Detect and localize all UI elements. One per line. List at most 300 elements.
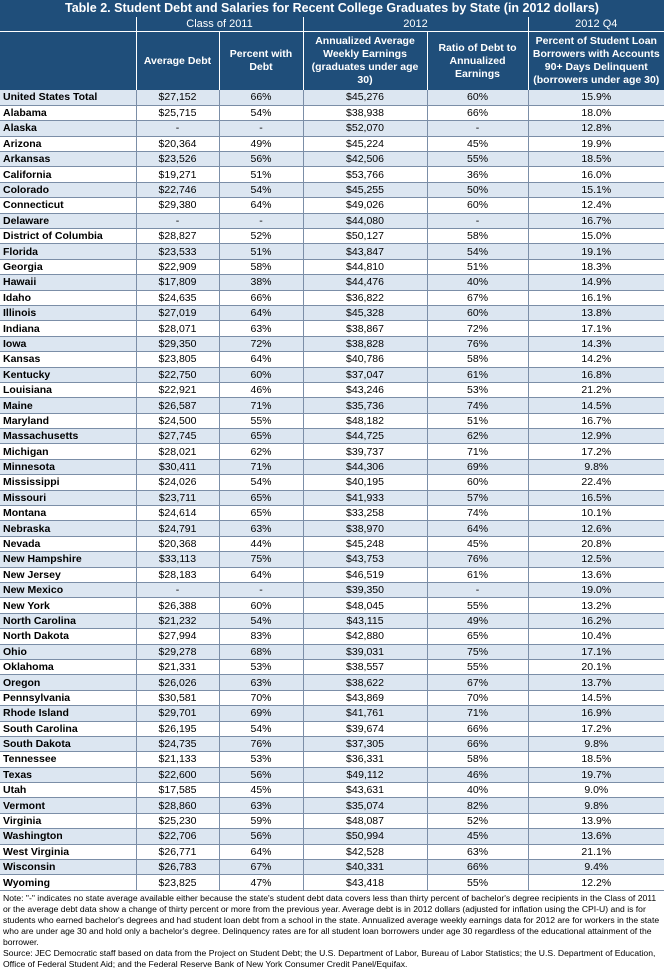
- state-cell: California: [0, 167, 136, 182]
- ratio-cell: 70%: [427, 690, 528, 705]
- table-row: [0, 167, 664, 182]
- percent-with-debt-cell: 63%: [219, 675, 303, 690]
- table-row: [0, 706, 664, 721]
- state-cell: Missouri: [0, 490, 136, 505]
- delinquent-cell: 10.1%: [528, 506, 664, 521]
- state-cell: Louisiana: [0, 382, 136, 397]
- earnings-cell: $40,786: [303, 352, 427, 367]
- ratio-cell: 66%: [427, 860, 528, 875]
- average-debt-cell: $26,026: [136, 675, 219, 690]
- delinquent-cell: 15.0%: [528, 229, 664, 244]
- earnings-cell: $33,258: [303, 506, 427, 521]
- table-row: [0, 567, 664, 582]
- table-row: [0, 367, 664, 382]
- earnings-cell: $43,869: [303, 690, 427, 705]
- table-row: [0, 290, 664, 305]
- earnings-cell: $40,195: [303, 475, 427, 490]
- state-cell: Idaho: [0, 290, 136, 305]
- percent-with-debt-cell: 60%: [219, 598, 303, 613]
- percent-with-debt-cell: 66%: [219, 290, 303, 305]
- delinquent-cell: 16.8%: [528, 367, 664, 382]
- table-row: [0, 521, 664, 536]
- average-debt-cell: $23,711: [136, 490, 219, 505]
- delinquent-cell: 12.9%: [528, 429, 664, 444]
- earnings-cell: $45,248: [303, 536, 427, 551]
- percent-with-debt-cell: 62%: [219, 444, 303, 459]
- ratio-cell: 60%: [427, 90, 528, 105]
- average-debt-cell: $21,133: [136, 752, 219, 767]
- state-cell: United States Total: [0, 90, 136, 105]
- table-row: [0, 506, 664, 521]
- ratio-cell: 60%: [427, 305, 528, 320]
- state-cell: Montana: [0, 506, 136, 521]
- ratio-cell: 72%: [427, 321, 528, 336]
- percent-with-debt-cell: 65%: [219, 490, 303, 505]
- delinquent-cell: 21.2%: [528, 382, 664, 397]
- percent-with-debt-cell: 71%: [219, 398, 303, 413]
- column-header-row: [0, 32, 664, 91]
- column-header-delinquent: Percent of Student Loan Borrowers with Accounts 90+ Days Delinquent (borrowers under age 30): [528, 32, 664, 91]
- percent-with-debt-cell: 56%: [219, 767, 303, 782]
- percent-with-debt-cell: 46%: [219, 382, 303, 397]
- average-debt-cell: $25,230: [136, 813, 219, 828]
- earnings-cell: $52,070: [303, 121, 427, 136]
- table-row: [0, 90, 664, 105]
- ratio-cell: 51%: [427, 259, 528, 274]
- table-row: [0, 244, 664, 259]
- average-debt-cell: $33,113: [136, 552, 219, 567]
- average-debt-cell: -: [136, 213, 219, 228]
- percent-with-debt-cell: 64%: [219, 567, 303, 582]
- table-row: [0, 783, 664, 798]
- delinquent-cell: 13.8%: [528, 305, 664, 320]
- state-cell: Alaska: [0, 121, 136, 136]
- earnings-cell: $48,087: [303, 813, 427, 828]
- state-cell: Nevada: [0, 536, 136, 551]
- percent-with-debt-cell: 64%: [219, 305, 303, 320]
- delinquent-cell: 12.8%: [528, 121, 664, 136]
- delinquent-cell: 18.3%: [528, 259, 664, 274]
- percent-with-debt-cell: 71%: [219, 459, 303, 474]
- percent-with-debt-cell: 53%: [219, 752, 303, 767]
- ratio-cell: 71%: [427, 444, 528, 459]
- average-debt-cell: $24,500: [136, 413, 219, 428]
- state-cell: Utah: [0, 783, 136, 798]
- earnings-cell: $44,476: [303, 275, 427, 290]
- average-debt-cell: $26,195: [136, 721, 219, 736]
- state-cell: Rhode Island: [0, 706, 136, 721]
- ratio-cell: 40%: [427, 783, 528, 798]
- earnings-cell: $45,255: [303, 182, 427, 197]
- percent-with-debt-cell: 64%: [219, 198, 303, 213]
- earnings-cell: $39,674: [303, 721, 427, 736]
- ratio-cell: 49%: [427, 613, 528, 628]
- state-cell: Colorado: [0, 182, 136, 197]
- delinquent-cell: 16.7%: [528, 213, 664, 228]
- table-row: [0, 536, 664, 551]
- delinquent-cell: 19.9%: [528, 136, 664, 151]
- percent-with-debt-cell: 68%: [219, 644, 303, 659]
- earnings-cell: $42,880: [303, 629, 427, 644]
- ratio-cell: 75%: [427, 644, 528, 659]
- average-debt-cell: $28,183: [136, 567, 219, 582]
- earnings-cell: $53,766: [303, 167, 427, 182]
- table-row: [0, 259, 664, 274]
- table-row: [0, 598, 664, 613]
- delinquent-cell: 13.2%: [528, 598, 664, 613]
- state-cell: Minnesota: [0, 459, 136, 474]
- average-debt-cell: $27,745: [136, 429, 219, 444]
- ratio-cell: 55%: [427, 152, 528, 167]
- earnings-cell: $35,074: [303, 798, 427, 813]
- table-row: [0, 136, 664, 151]
- table-row: [0, 721, 664, 736]
- earnings-cell: $43,246: [303, 382, 427, 397]
- ratio-cell: 55%: [427, 659, 528, 674]
- average-debt-cell: $25,715: [136, 105, 219, 120]
- state-cell: Arkansas: [0, 152, 136, 167]
- group-header-row: [0, 17, 664, 32]
- delinquent-cell: 14.5%: [528, 398, 664, 413]
- state-cell: New Mexico: [0, 583, 136, 598]
- earnings-cell: $35,736: [303, 398, 427, 413]
- earnings-cell: $39,737: [303, 444, 427, 459]
- ratio-cell: 45%: [427, 536, 528, 551]
- percent-with-debt-cell: 54%: [219, 475, 303, 490]
- state-cell: West Virginia: [0, 844, 136, 859]
- table-row: [0, 305, 664, 320]
- percent-with-debt-cell: 44%: [219, 536, 303, 551]
- ratio-cell: 57%: [427, 490, 528, 505]
- percent-with-debt-cell: 69%: [219, 706, 303, 721]
- state-cell: Delaware: [0, 213, 136, 228]
- delinquent-cell: 18.5%: [528, 752, 664, 767]
- average-debt-cell: $29,278: [136, 644, 219, 659]
- percent-with-debt-cell: 76%: [219, 736, 303, 751]
- average-debt-cell: $23,533: [136, 244, 219, 259]
- state-cell: Maine: [0, 398, 136, 413]
- state-cell: Tennessee: [0, 752, 136, 767]
- earnings-cell: $38,970: [303, 521, 427, 536]
- delinquent-cell: 12.2%: [528, 875, 664, 890]
- table-row: [0, 659, 664, 674]
- table-row: [0, 613, 664, 628]
- table-body: [0, 90, 664, 890]
- ratio-cell: 66%: [427, 105, 528, 120]
- state-cell: Kansas: [0, 352, 136, 367]
- average-debt-cell: -: [136, 121, 219, 136]
- delinquent-cell: 16.0%: [528, 167, 664, 182]
- ratio-cell: 76%: [427, 336, 528, 351]
- average-debt-cell: $17,585: [136, 783, 219, 798]
- state-cell: Maryland: [0, 413, 136, 428]
- table-row: [0, 459, 664, 474]
- state-cell: Florida: [0, 244, 136, 259]
- earnings-cell: $43,753: [303, 552, 427, 567]
- table-row: [0, 413, 664, 428]
- ratio-cell: 66%: [427, 736, 528, 751]
- state-cell: Arizona: [0, 136, 136, 151]
- ratio-cell: 40%: [427, 275, 528, 290]
- ratio-cell: 69%: [427, 459, 528, 474]
- table-row: [0, 860, 664, 875]
- percent-with-debt-cell: 51%: [219, 244, 303, 259]
- state-cell: Georgia: [0, 259, 136, 274]
- table-row: [0, 583, 664, 598]
- ratio-cell: 51%: [427, 413, 528, 428]
- state-cell: Oregon: [0, 675, 136, 690]
- column-header-ratio: Ratio of Debt to Annualized Earnings: [427, 32, 528, 91]
- ratio-cell: 54%: [427, 244, 528, 259]
- average-debt-cell: $24,614: [136, 506, 219, 521]
- ratio-cell: 58%: [427, 352, 528, 367]
- state-cell: Washington: [0, 829, 136, 844]
- earnings-cell: $36,822: [303, 290, 427, 305]
- percent-with-debt-cell: 55%: [219, 413, 303, 428]
- average-debt-cell: $28,860: [136, 798, 219, 813]
- delinquent-cell: 16.2%: [528, 613, 664, 628]
- average-debt-cell: $26,783: [136, 860, 219, 875]
- average-debt-cell: $29,350: [136, 336, 219, 351]
- average-debt-cell: $28,021: [136, 444, 219, 459]
- group-header-class-2011: Class of 2011: [136, 17, 303, 32]
- delinquent-cell: 13.6%: [528, 829, 664, 844]
- ratio-cell: 45%: [427, 136, 528, 151]
- earnings-cell: $37,305: [303, 736, 427, 751]
- delinquent-cell: 10.4%: [528, 629, 664, 644]
- ratio-cell: -: [427, 583, 528, 598]
- delinquent-cell: 20.1%: [528, 659, 664, 674]
- average-debt-cell: $24,791: [136, 521, 219, 536]
- average-debt-cell: $17,809: [136, 275, 219, 290]
- delinquent-cell: 15.1%: [528, 182, 664, 197]
- table-row: [0, 490, 664, 505]
- earnings-cell: $45,276: [303, 90, 427, 105]
- delinquent-cell: 9.8%: [528, 798, 664, 813]
- earnings-cell: $38,938: [303, 105, 427, 120]
- earnings-cell: $48,182: [303, 413, 427, 428]
- table-row: [0, 275, 664, 290]
- delinquent-cell: 14.9%: [528, 275, 664, 290]
- ratio-cell: 60%: [427, 475, 528, 490]
- delinquent-cell: 16.7%: [528, 413, 664, 428]
- ratio-cell: 55%: [427, 598, 528, 613]
- table-row: [0, 398, 664, 413]
- earnings-cell: $50,994: [303, 829, 427, 844]
- delinquent-cell: 20.8%: [528, 536, 664, 551]
- ratio-cell: -: [427, 121, 528, 136]
- state-cell: Nebraska: [0, 521, 136, 536]
- column-header-average-debt: Average Debt: [136, 32, 219, 91]
- table-row: [0, 382, 664, 397]
- table-row: [0, 736, 664, 751]
- earnings-cell: $49,026: [303, 198, 427, 213]
- delinquent-cell: 13.9%: [528, 813, 664, 828]
- percent-with-debt-cell: 63%: [219, 521, 303, 536]
- table-row: [0, 675, 664, 690]
- average-debt-cell: $24,026: [136, 475, 219, 490]
- table-row: [0, 829, 664, 844]
- average-debt-cell: $19,271: [136, 167, 219, 182]
- state-cell: South Carolina: [0, 721, 136, 736]
- delinquent-cell: 21.1%: [528, 844, 664, 859]
- average-debt-cell: $30,581: [136, 690, 219, 705]
- table-row: [0, 105, 664, 120]
- average-debt-cell: $22,909: [136, 259, 219, 274]
- percent-with-debt-cell: 60%: [219, 367, 303, 382]
- group-header-2012: 2012: [303, 17, 528, 32]
- delinquent-cell: 14.3%: [528, 336, 664, 351]
- ratio-cell: 67%: [427, 675, 528, 690]
- percent-with-debt-cell: -: [219, 121, 303, 136]
- table-row: [0, 198, 664, 213]
- delinquent-cell: 9.4%: [528, 860, 664, 875]
- ratio-cell: 64%: [427, 521, 528, 536]
- table-row: [0, 352, 664, 367]
- earnings-cell: $41,933: [303, 490, 427, 505]
- average-debt-cell: $23,526: [136, 152, 219, 167]
- delinquent-cell: 13.6%: [528, 567, 664, 582]
- percent-with-debt-cell: 56%: [219, 152, 303, 167]
- table-row: [0, 875, 664, 890]
- table-row: [0, 121, 664, 136]
- earnings-cell: $42,528: [303, 844, 427, 859]
- ratio-cell: 65%: [427, 629, 528, 644]
- average-debt-cell: $27,994: [136, 629, 219, 644]
- ratio-cell: 46%: [427, 767, 528, 782]
- table-row: [0, 629, 664, 644]
- ratio-cell: 67%: [427, 290, 528, 305]
- source-text: Source: JEC Democratic staff based on data from the Project on Student Debt; the U.S. Department of Labor, Bureau of Labor Statistics; the U.S. Department of Education, Office of Federal Student Aid; and the Federal Reserve Bank of New York Consumer Credit Panel/Equifax.: [3, 947, 656, 969]
- ratio-cell: 66%: [427, 721, 528, 736]
- table-title: Table 2. Student Debt and Salaries for Recent College Graduates by State (in 2012 dollars): [0, 0, 664, 17]
- ratio-cell: 63%: [427, 844, 528, 859]
- percent-with-debt-cell: 54%: [219, 721, 303, 736]
- table-row: [0, 213, 664, 228]
- earnings-cell: $44,080: [303, 213, 427, 228]
- average-debt-cell: $29,701: [136, 706, 219, 721]
- percent-with-debt-cell: 63%: [219, 321, 303, 336]
- average-debt-cell: $22,921: [136, 382, 219, 397]
- ratio-cell: 82%: [427, 798, 528, 813]
- delinquent-cell: 16.9%: [528, 706, 664, 721]
- state-cell: New Jersey: [0, 567, 136, 582]
- percent-with-debt-cell: 70%: [219, 690, 303, 705]
- average-debt-cell: $20,368: [136, 536, 219, 551]
- percent-with-debt-cell: 47%: [219, 875, 303, 890]
- table-row: [0, 767, 664, 782]
- state-cell: Mississippi: [0, 475, 136, 490]
- percent-with-debt-cell: 56%: [219, 829, 303, 844]
- state-cell: Virginia: [0, 813, 136, 828]
- average-debt-cell: $22,706: [136, 829, 219, 844]
- state-cell: South Dakota: [0, 736, 136, 751]
- percent-with-debt-cell: 54%: [219, 182, 303, 197]
- earnings-cell: $46,519: [303, 567, 427, 582]
- percent-with-debt-cell: 66%: [219, 90, 303, 105]
- average-debt-cell: $21,331: [136, 659, 219, 674]
- average-debt-cell: $22,746: [136, 182, 219, 197]
- average-debt-cell: $23,805: [136, 352, 219, 367]
- state-cell: Wyoming: [0, 875, 136, 890]
- state-cell: Vermont: [0, 798, 136, 813]
- percent-with-debt-cell: 53%: [219, 659, 303, 674]
- percent-with-debt-cell: -: [219, 213, 303, 228]
- delinquent-cell: 13.7%: [528, 675, 664, 690]
- percent-with-debt-cell: 45%: [219, 783, 303, 798]
- state-cell: Wisconsin: [0, 860, 136, 875]
- earnings-cell: $39,350: [303, 583, 427, 598]
- table-row: [0, 429, 664, 444]
- delinquent-cell: 9.8%: [528, 459, 664, 474]
- percent-with-debt-cell: 75%: [219, 552, 303, 567]
- earnings-cell: $36,331: [303, 752, 427, 767]
- ratio-cell: 36%: [427, 167, 528, 182]
- table-row: [0, 336, 664, 351]
- earnings-cell: $44,725: [303, 429, 427, 444]
- ratio-cell: 61%: [427, 367, 528, 382]
- state-cell: Ohio: [0, 644, 136, 659]
- table-row: [0, 321, 664, 336]
- average-debt-cell: $24,735: [136, 736, 219, 751]
- delinquent-cell: 16.5%: [528, 490, 664, 505]
- delinquent-cell: 12.5%: [528, 552, 664, 567]
- state-cell: District of Columbia: [0, 229, 136, 244]
- earnings-cell: $43,631: [303, 783, 427, 798]
- state-cell: Pennsylvania: [0, 690, 136, 705]
- ratio-cell: 74%: [427, 506, 528, 521]
- group-header-2012-q4: 2012 Q4: [528, 17, 664, 32]
- table-row: [0, 229, 664, 244]
- ratio-cell: 62%: [427, 429, 528, 444]
- average-debt-cell: $28,827: [136, 229, 219, 244]
- ratio-cell: 58%: [427, 752, 528, 767]
- earnings-cell: $44,810: [303, 259, 427, 274]
- percent-with-debt-cell: 83%: [219, 629, 303, 644]
- state-cell: Kentucky: [0, 367, 136, 382]
- earnings-cell: $38,622: [303, 675, 427, 690]
- percent-with-debt-cell: 38%: [219, 275, 303, 290]
- average-debt-cell: $23,825: [136, 875, 219, 890]
- average-debt-cell: $27,019: [136, 305, 219, 320]
- delinquent-cell: 17.1%: [528, 321, 664, 336]
- percent-with-debt-cell: 64%: [219, 352, 303, 367]
- percent-with-debt-cell: 65%: [219, 429, 303, 444]
- earnings-cell: $44,306: [303, 459, 427, 474]
- earnings-cell: $43,847: [303, 244, 427, 259]
- earnings-cell: $49,112: [303, 767, 427, 782]
- percent-with-debt-cell: 49%: [219, 136, 303, 151]
- earnings-cell: $45,224: [303, 136, 427, 151]
- table-row: [0, 690, 664, 705]
- table-row: [0, 752, 664, 767]
- earnings-cell: $38,557: [303, 659, 427, 674]
- average-debt-cell: $28,071: [136, 321, 219, 336]
- earnings-cell: $37,047: [303, 367, 427, 382]
- delinquent-cell: 19.7%: [528, 767, 664, 782]
- percent-with-debt-cell: 59%: [219, 813, 303, 828]
- table-note: [0, 891, 664, 970]
- table-row: [0, 152, 664, 167]
- average-debt-cell: $29,380: [136, 198, 219, 213]
- earnings-cell: $38,828: [303, 336, 427, 351]
- ratio-cell: -: [427, 213, 528, 228]
- state-cell: Illinois: [0, 305, 136, 320]
- average-debt-cell: $26,587: [136, 398, 219, 413]
- ratio-cell: 76%: [427, 552, 528, 567]
- table-row: [0, 182, 664, 197]
- delinquent-cell: 19.0%: [528, 583, 664, 598]
